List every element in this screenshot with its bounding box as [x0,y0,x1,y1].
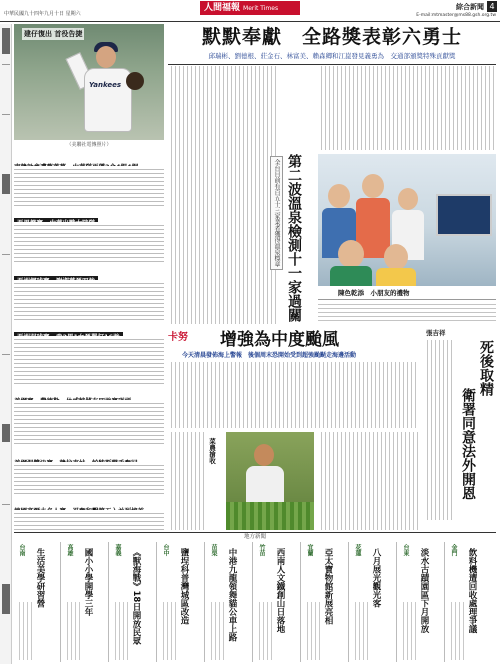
body-text [208,602,224,660]
typhoon-body-cont [168,432,204,530]
local-news-cell[interactable] [302,542,349,662]
farmer-body [246,466,284,506]
photo-caption: 陳色乾添 小朋友的禮物 [338,289,410,297]
body-text [14,462,164,494]
logo-text: 人間福報 [204,3,241,13]
child-head [328,184,350,208]
typhoon-headline[interactable]: 增強為中度颱風 [220,330,339,350]
strip-rule [2,354,10,355]
lead-story-banner [168,24,496,65]
region-tag: 台中 [162,544,169,556]
pitcher-head [96,46,116,68]
body-text [14,166,164,206]
body-text [160,602,176,660]
strip-block [2,424,10,442]
region-tag: 竹苗 [258,544,265,556]
strip-rule [2,114,10,115]
body-text [14,510,164,530]
local-news-cell[interactable] [254,542,301,662]
child-head [338,240,364,268]
logo-english: Merit Times [243,5,279,12]
strip-rule [2,504,10,505]
local-headline: 飲料機遭回收處理爭議 [467,548,477,633]
body-text [112,602,128,660]
farmer-head [254,444,274,466]
body-text [14,336,164,384]
child-body [376,268,416,286]
computer-monitor [436,194,492,236]
body-text [304,602,320,660]
local-headline: 國小小學開學三年 [83,548,93,616]
local-news-cell[interactable] [158,542,205,662]
right-headline-2[interactable]: 衛署同意法外開恩 [460,388,476,500]
typhoon-body [168,362,418,428]
right-body [424,340,454,520]
issue-date: 中華民國九十四年九月十日 星期六 [4,11,81,17]
strip-block [2,584,10,614]
region-tag: 台南 [18,544,25,556]
child-body [330,266,372,286]
baseball-glove [126,72,144,90]
local-news-cell[interactable] [110,542,157,662]
local-headline: 淡水古蹟園區下月開放 [419,548,429,633]
body-text [14,222,164,264]
local-headline: 中港九龍領舞貓公車上路 [227,548,237,642]
newspaper-logo [200,1,300,15]
body-text [14,280,164,320]
classroom-photo[interactable] [318,154,496,286]
photo-credit: （美聯社電傳照片） [66,142,112,148]
local-news-cell[interactable] [446,542,496,662]
typhoon-name: 卡努 [168,332,188,343]
local-headline: 亞太寶物館新展亮相 [323,548,333,625]
hot-spring-headline[interactable]: 第二波溫泉檢測十一家過關 [286,154,302,322]
photo-caption-bar [318,286,496,300]
divider [168,64,496,65]
photo-title: 建仔復出 首役告捷 [24,30,83,38]
local-news-cell[interactable] [206,542,253,662]
local-news-cell[interactable] [62,542,109,662]
region-tag: 苗栗 [210,544,217,556]
strip-block [2,174,10,194]
index-strip [0,24,12,664]
masthead [0,0,500,22]
local-news-cell[interactable] [350,542,397,662]
lead-story-body [168,66,278,324]
region-tag: 花蓮 [354,544,361,556]
body-text [352,602,368,660]
child-head [362,174,384,198]
local-headline: 西南人文鐵創山日落地 [275,548,285,633]
vegetable-field [226,502,314,530]
local-news-cell[interactable] [398,542,445,662]
local-headline: 《獸海戰》18日開放民眾 [131,548,141,645]
farmer-photo[interactable] [226,432,314,530]
hot-spring-body [318,66,496,150]
lead-subheadline: 邱瑞彬、劉德根、莊金石、林富美、賴森卿和江崑發見義勇為 交通部頒獎特殊貢獻獎 [208,52,456,60]
strip-block [2,28,10,54]
region-tag: 台東 [402,544,409,556]
contact-email: E-mail:mtmaster@ms88.gsh.org.tw [416,13,496,18]
body-text [448,602,464,660]
body-text [14,400,164,446]
hot-spring-kicker: 全台目前有百五十三家業者獲得溫泉標章 [270,156,283,270]
local-headline: 八月展光觀光客 [371,548,381,608]
farm-photo-caption: 菜農搶收 [208,438,216,464]
region-tag: 金門 [450,544,457,556]
body-text [256,602,272,660]
byline: 張吉祥 [426,329,446,337]
right-headline-1[interactable]: 死後取精 [478,340,494,396]
region-tag: 嘉義 [114,544,121,556]
body-text [64,602,80,660]
local-headline: 鹽埕科普灣城區改造 [179,548,189,625]
typhoon-subheadline: 今天清晨發佈海上警報 後個周末恐開始受到超強颱颳走海邊活動 [182,352,357,359]
typhoon-body-cont2 [318,432,418,530]
strip-rule [2,64,10,65]
body-text [16,602,32,660]
region-tag: 宜蘭 [306,544,313,556]
region-tag: 高雄 [66,544,73,556]
local-news-bar: 地方新聞 [14,532,496,540]
local-headline: 生活美學研習營 [35,548,45,608]
pitcher-jersey [84,68,132,132]
body-text [400,602,416,660]
page-number: 4 [487,1,497,12]
right-story [424,328,496,520]
lead-headline[interactable]: 默默奉獻 全路獎表彰六勇士 [201,26,462,48]
child-head [398,188,418,210]
child-head [384,244,408,270]
section-title: 綜合新聞 [456,3,484,11]
team-name: Yankees [89,81,122,89]
strip-rule [2,254,10,255]
photo-caption-text [318,301,496,323]
local-news-cell[interactable] [14,542,61,662]
baseball-photo[interactable] [14,24,164,140]
